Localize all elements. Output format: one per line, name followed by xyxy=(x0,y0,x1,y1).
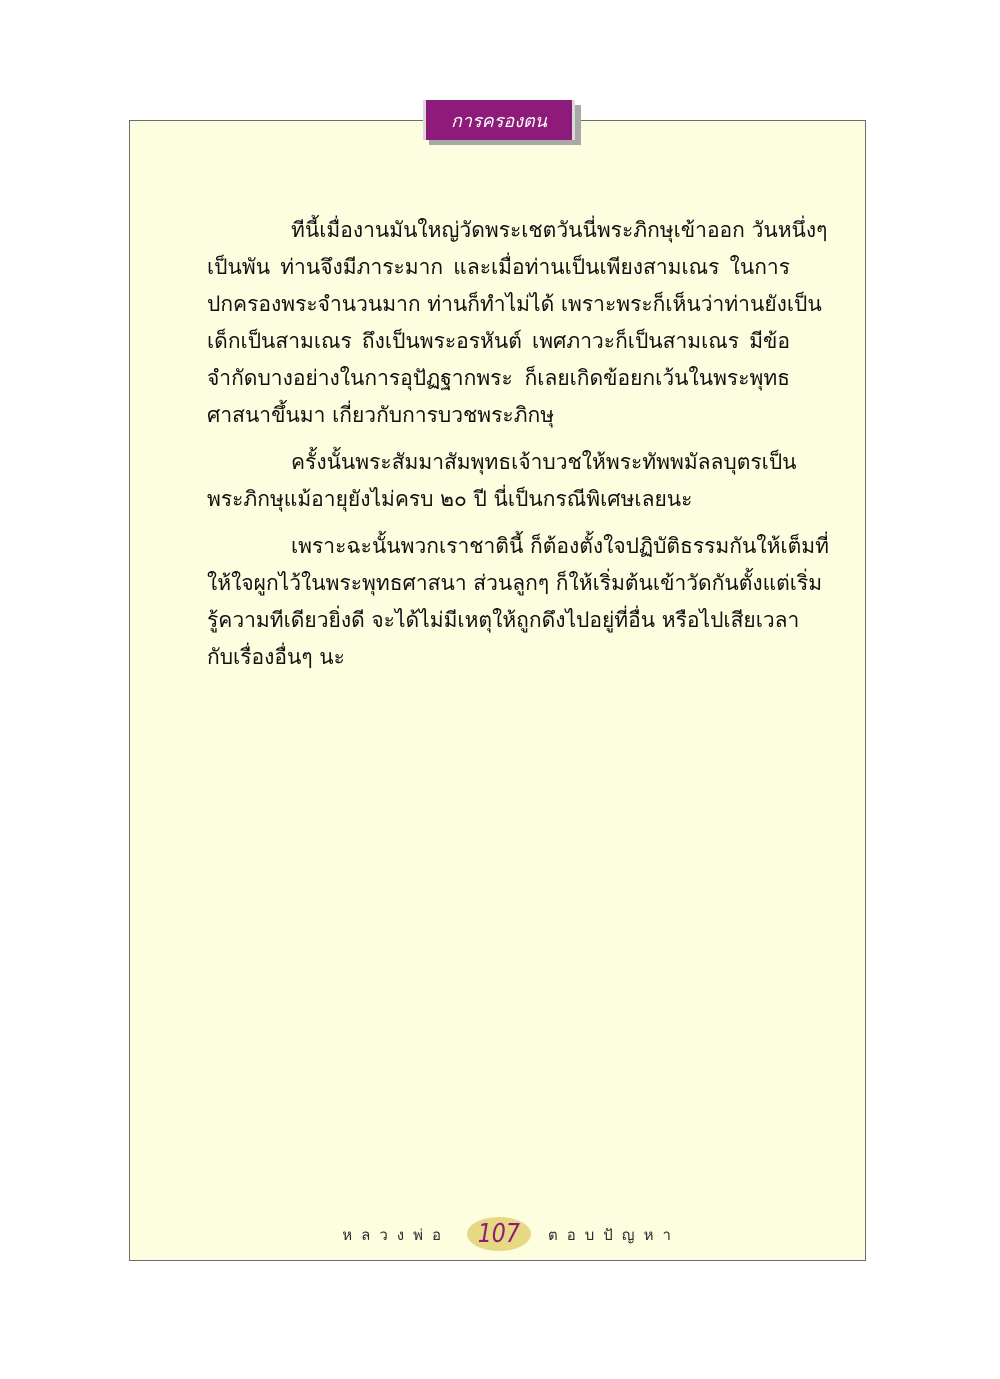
text-line: ทีนี้เมื่องานมันใหญ่วัดพระเชตวันนี่พระภิกษุเข้าออก วันหนึ่งๆ xyxy=(291,218,828,242)
text-line: รู้ความทีเดียวยิ่งดี จะได้ไม่มีเหตุให้ถูกดึงไปอยู่ที่อื่น หรือไปเสียเวลา xyxy=(207,608,800,632)
text-line: เป็นพัน ท่านจึงมีภาระมาก และเมื่อท่านเป็นเพียงสามเณร ในการ xyxy=(207,255,790,279)
page-footer xyxy=(0,1214,1000,1254)
page-number: 107 xyxy=(477,1219,521,1249)
text-line: ครั้งนั้นพระสัมมาสัมพุทธเจ้าบวชให้พระทัพพมัลลบุตรเป็น xyxy=(291,450,797,474)
body-text xyxy=(207,212,829,686)
text-line: กับเรื่องอื่นๆ นะ xyxy=(207,645,345,669)
paragraph-3 xyxy=(207,528,829,676)
section-title: การครองตน xyxy=(451,110,547,132)
footer-book-title-right: ตอบปัญหา xyxy=(548,1226,680,1244)
paragraph-2 xyxy=(207,444,797,518)
paragraph-1 xyxy=(207,212,828,434)
text-line: จำกัดบางอย่างในการอุปัฏฐากพระ ก็เลยเกิดข้อยกเว้นในพระพุทธ xyxy=(207,366,790,390)
section-header-tab xyxy=(423,100,575,140)
text-line: ศาสนาขึ้นมา เกี่ยวกับการบวชพระภิกษุ xyxy=(207,403,555,427)
text-line: พระภิกษุแม้อายุยังไม่ครบ ๒๐ ปี นี่เป็นกรณีพิเศษเลยนะ xyxy=(207,487,693,511)
text-line: ให้ใจผูกไว้ในพระพุทธศาสนา ส่วนลูกๆ ก็ให้เริ่มต้นเข้าวัดกันตั้งแต่เริ่ม xyxy=(207,571,823,595)
footer-book-title-left: หลวงพ่อ xyxy=(342,1226,450,1244)
text-line: เด็กเป็นสามเณร ถึงเป็นพระอรหันต์ เพศภาวะก็เป็นสามเณร มีข้อ xyxy=(207,329,790,353)
page-number-badge xyxy=(467,1217,531,1251)
text-line: ปกครองพระจำนวนมาก ท่านก็ทำไม่ได้ เพราะพระก็เห็นว่าท่านยังเป็น xyxy=(207,292,822,316)
text-line: เพราะฉะนั้นพวกเราชาตินี้ ก็ต้องตั้งใจปฏิบัติธรรมกันให้เต็มที่ xyxy=(291,534,829,558)
